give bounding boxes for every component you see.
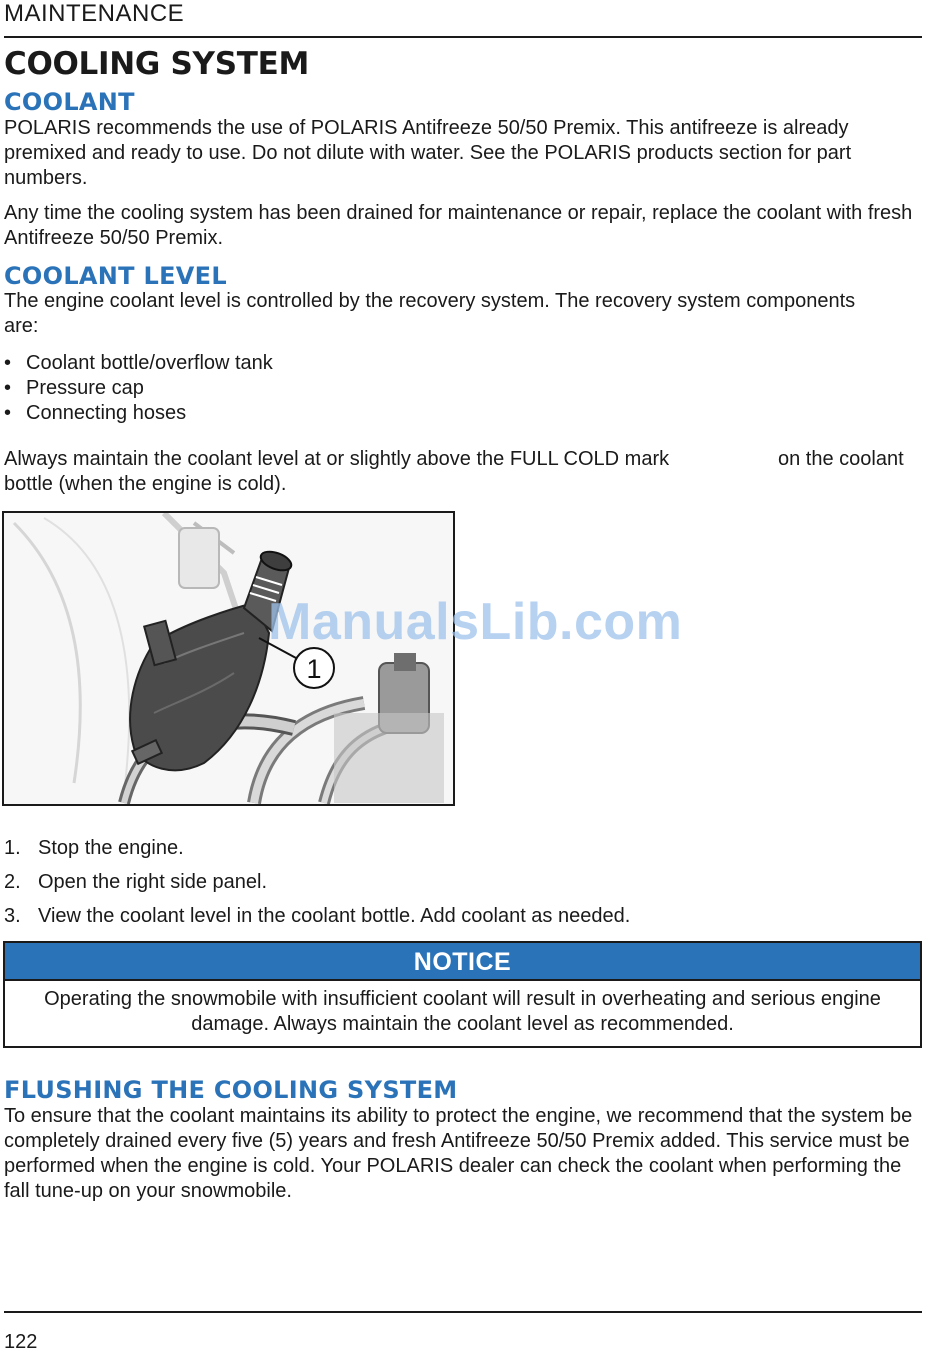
bullet-symbol: •: [4, 377, 12, 399]
notice-box: [3, 941, 922, 1048]
notice-title: NOTICE: [5, 943, 920, 981]
callout-number: 1: [306, 654, 322, 684]
bullet-symbol: •: [4, 402, 12, 424]
list-item: • Coolant bottle/overflow tank: [4, 352, 273, 374]
coolant-paragraph-1: POLARIS recommends the use of POLARIS Antifreeze 50/50 Premix. This antifreeze is already premixed and ready to use. Do not dilute with water. See the POLARIS products section for part numbers.: [4, 117, 852, 189]
flushing-heading: FLUSHING THE COOLING SYSTEM: [4, 1076, 458, 1104]
header-divider: [4, 36, 922, 38]
coolant-level-intro: The engine coolant level is controlled by the recovery system. The recovery system components are:: [4, 290, 856, 337]
steps-list: [4, 836, 630, 938]
notice-body: Operating the snowmobile with insufficient coolant will result in overheating and serious engine damage. Always maintain the coolant level as recommended.: [44, 988, 881, 1035]
coolant-level-heading: COOLANT LEVEL: [4, 262, 227, 290]
page-number: 122: [4, 1331, 38, 1353]
list-item: 1. Stop the engine.: [4, 837, 184, 859]
list-item: 3. View the coolant level in the coolant bottle. Add coolant as needed.: [4, 905, 631, 927]
flushing-body: To ensure that the coolant maintains its ability to protect the engine, we recommend that the system be completely drained every five (5) years and fresh Antifreeze 50/50 Premix added. This service must be performed when the engine is cold. Your POLARIS dealer can check the coolant when performing the fall tune-up on your snowmobile.: [4, 1105, 913, 1202]
bullet-symbol: •: [4, 352, 12, 374]
section-header: MAINTENANCE: [4, 0, 185, 27]
instruction-line-1: Always maintain the coolant level at or slightly above the FULL COLD mark: [4, 448, 670, 470]
page-title: COOLING SYSTEM: [4, 46, 309, 82]
coolant-bottle-illustration: [4, 513, 453, 804]
list-item: • Pressure cap: [4, 377, 144, 399]
coolant-paragraph-2: Any time the cooling system has been drained for maintenance or repair, replace the coolant with fresh Antifreeze 50/50 Premix.: [4, 202, 913, 249]
list-item: • Connecting hoses: [4, 402, 187, 424]
components-list: [4, 351, 273, 426]
coolant-bottle-figure: [2, 511, 455, 806]
instruction-line-2: bottle (when the engine is cold).: [4, 473, 287, 495]
watermark: ManualsLib.com: [268, 593, 683, 651]
footer-divider: [4, 1311, 922, 1313]
list-item: 2. Open the right side panel.: [4, 871, 268, 893]
instruction-line-1-end: on the coolant: [778, 448, 904, 470]
coolant-heading: COOLANT: [4, 88, 135, 116]
